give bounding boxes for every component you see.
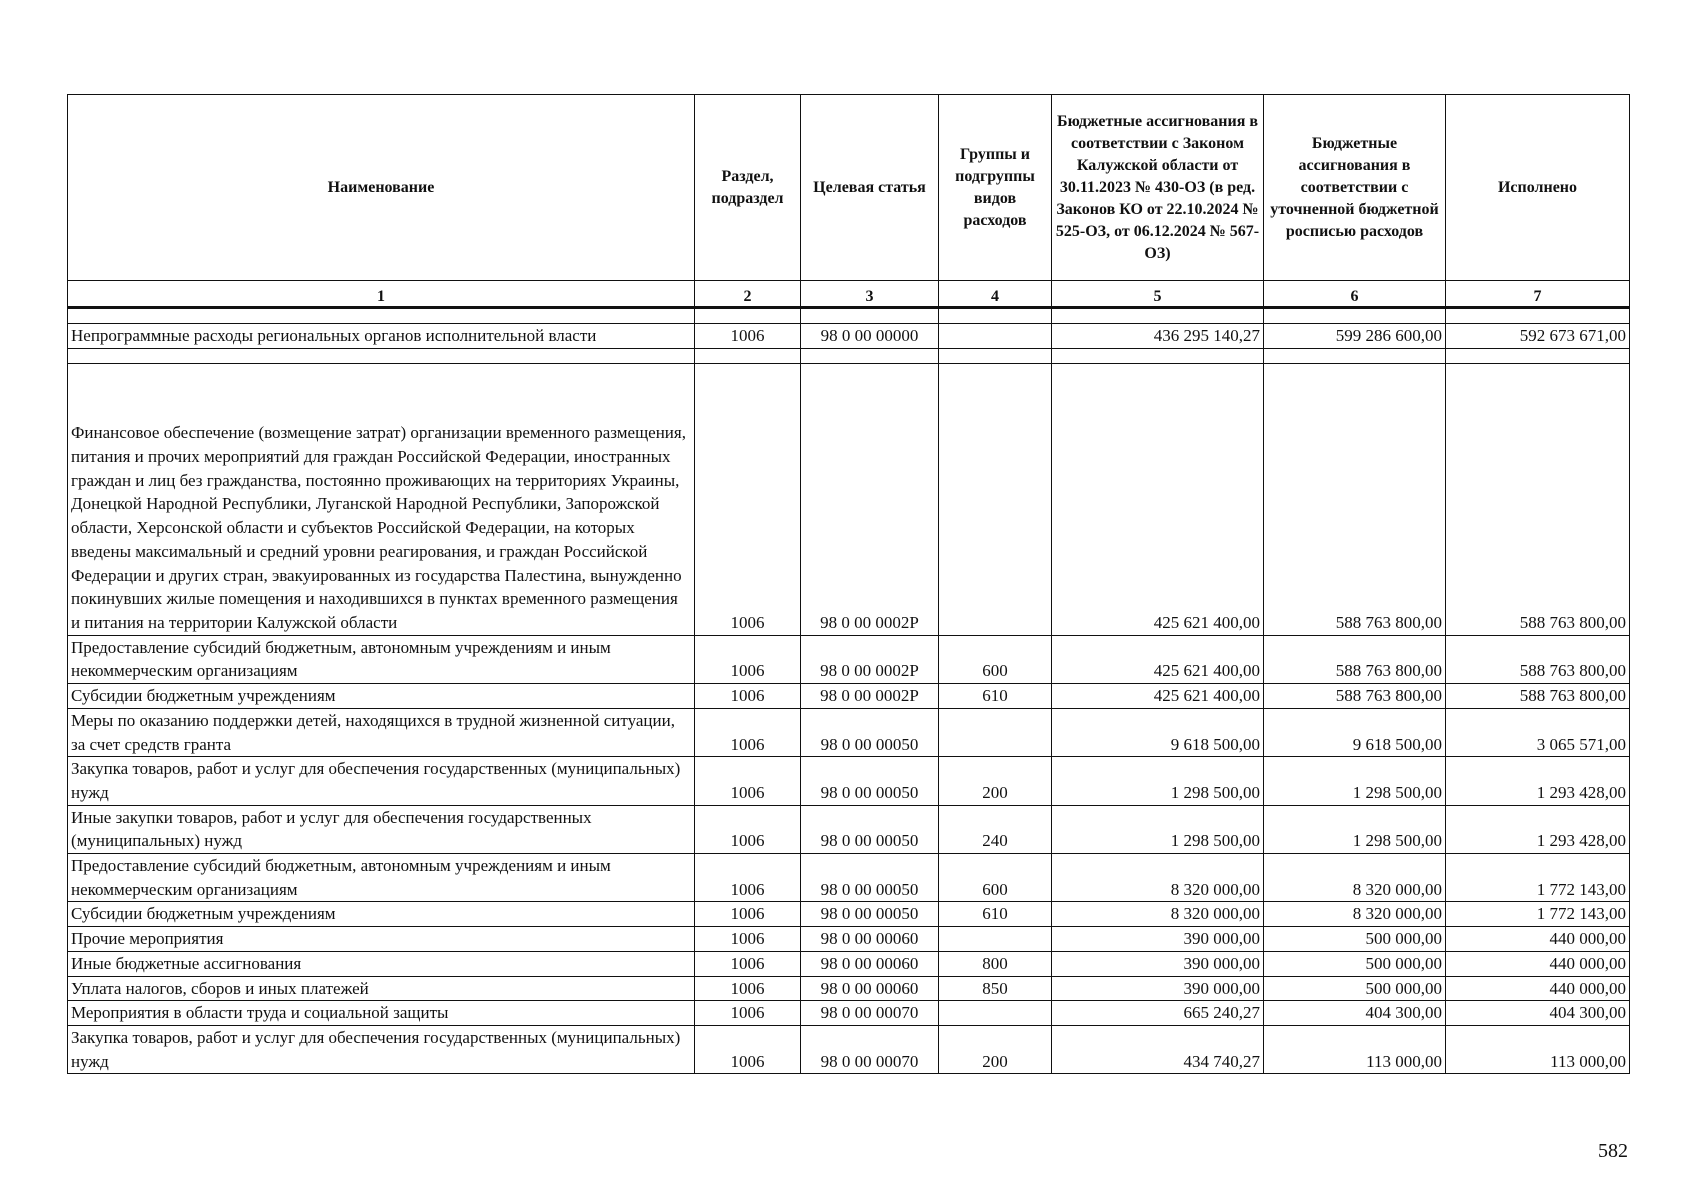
row-name-cell: Уплата налогов, сборов и иных платежей [68, 976, 695, 1001]
row-name-cell: Мероприятия в области труда и социальной защиты [68, 1001, 695, 1026]
row-name-cell: Иные бюджетные ассигнования [68, 951, 695, 976]
row-executed-amount-cell: 440 000,00 [1446, 976, 1630, 1001]
row-name-cell: Меры по оказанию поддержки детей, находящихся в трудной жизненной ситуации, за счет средств гранта [68, 708, 695, 756]
table-row [68, 927, 1630, 952]
row-law-amount-cell: 1 298 500,00 [1052, 805, 1264, 853]
row-target-cell: 98 0 00 0002Р [801, 684, 939, 709]
column-number-row [68, 281, 1630, 308]
row-group-cell: 200 [939, 1025, 1052, 1073]
column-number: 7 [1446, 281, 1630, 308]
row-law-amount-cell: 436 295 140,27 [1052, 324, 1264, 349]
row-law-amount-cell: 390 000,00 [1052, 927, 1264, 952]
row-group-cell [939, 324, 1052, 349]
row-section-cell: 1006 [695, 708, 801, 756]
row-section-cell: 1006 [695, 927, 801, 952]
row-name-cell: Субсидии бюджетным учреждениям [68, 902, 695, 927]
header-groups: Группы и подгруппы видов расходов [939, 95, 1052, 281]
row-law-amount-cell: 425 621 400,00 [1052, 684, 1264, 709]
row-group-cell: 610 [939, 684, 1052, 709]
row-name-cell: Предоставление субсидий бюджетным, автономным учреждениям и иным некоммерческим организациям [68, 854, 695, 902]
row-refined-amount-cell: 8 320 000,00 [1264, 902, 1446, 927]
row-refined-amount-cell: 8 320 000,00 [1264, 854, 1446, 902]
row-target-cell: 98 0 00 00070 [801, 1001, 939, 1026]
row-name-cell: Субсидии бюджетным учреждениям [68, 684, 695, 709]
row-refined-amount-cell: 500 000,00 [1264, 951, 1446, 976]
column-number: 5 [1052, 281, 1264, 308]
table-row [68, 1001, 1630, 1026]
row-refined-amount-cell: 500 000,00 [1264, 927, 1446, 952]
row-law-amount-cell: 9 618 500,00 [1052, 708, 1264, 756]
row-law-amount-cell: 8 320 000,00 [1052, 902, 1264, 927]
row-law-amount-cell: 1 298 500,00 [1052, 757, 1264, 805]
row-name-cell: Предоставление субсидий бюджетным, автономным учреждениям и иным некоммерческим организациям [68, 635, 695, 683]
header-law: Бюджетные ассигнования в соответствии с Законом Калужской области от 30.11.2023 № 430-ОЗ (в ред. Законов КО от 22.10.2024 № 525-ОЗ, от 06.12.2024 № 567-ОЗ) [1052, 95, 1264, 281]
row-executed-amount-cell: 440 000,00 [1446, 927, 1630, 952]
row-law-amount-cell: 390 000,00 [1052, 976, 1264, 1001]
row-refined-amount-cell: 588 763 800,00 [1264, 684, 1446, 709]
row-executed-amount-cell: 592 673 671,00 [1446, 324, 1630, 349]
row-executed-amount-cell: 440 000,00 [1446, 951, 1630, 976]
row-target-cell: 98 0 00 00050 [801, 805, 939, 853]
column-number: 6 [1264, 281, 1446, 308]
row-target-cell: 98 0 00 00050 [801, 757, 939, 805]
table-row [68, 854, 1630, 902]
row-executed-amount-cell: 113 000,00 [1446, 1025, 1630, 1073]
row-group-cell: 610 [939, 902, 1052, 927]
row-target-cell: 98 0 00 00060 [801, 927, 939, 952]
row-section-cell: 1006 [695, 951, 801, 976]
row-group-cell: 600 [939, 635, 1052, 683]
row-group-cell [939, 1001, 1052, 1026]
table-row [68, 324, 1630, 349]
row-target-cell: 98 0 00 00050 [801, 902, 939, 927]
row-section-cell: 1006 [695, 1001, 801, 1026]
row-group-cell: 200 [939, 757, 1052, 805]
row-section-cell: 1006 [695, 684, 801, 709]
row-executed-amount-cell: 588 763 800,00 [1446, 684, 1630, 709]
spacer-row [68, 308, 1630, 324]
row-refined-amount-cell: 9 618 500,00 [1264, 708, 1446, 756]
row-executed-amount-cell: 1 293 428,00 [1446, 805, 1630, 853]
table-row [68, 902, 1630, 927]
row-refined-amount-cell: 1 298 500,00 [1264, 805, 1446, 853]
header-name: Наименование [68, 95, 695, 281]
row-target-cell: 98 0 00 00060 [801, 951, 939, 976]
row-section-cell: 1006 [695, 757, 801, 805]
table-row [68, 951, 1630, 976]
table-row [68, 708, 1630, 756]
row-target-cell: 98 0 00 00050 [801, 854, 939, 902]
row-law-amount-cell: 8 320 000,00 [1052, 854, 1264, 902]
row-target-cell: 98 0 00 0002Р [801, 635, 939, 683]
spacer-row [68, 348, 1630, 363]
row-target-cell: 98 0 00 0002Р [801, 363, 939, 635]
row-law-amount-cell: 390 000,00 [1052, 951, 1264, 976]
row-name-cell: Финансовое обеспечение (возмещение затрат) организации временного размещения, питания и прочих мероприятий для граждан Российской Федерации, иностранных граждан и лиц без гражданства, постоянно проживающих на территориях Украины, Донецкой Народной Республики, Луганской Народной Республики, Запорожской области, Херсонской области и субъектов Российской Федерации, на которых введены максимальный и средний уровни реагирования, и граждан Российской Федерации и других стран, эвакуированных из государства Палестина, вынужденно покинувших жилые помещения и находившихся в пунктах временного размещения и питания на территории Калужской области [68, 363, 695, 635]
row-refined-amount-cell: 404 300,00 [1264, 1001, 1446, 1026]
row-executed-amount-cell: 1 772 143,00 [1446, 854, 1630, 902]
page-number: 582 [1598, 1140, 1628, 1162]
row-group-cell: 600 [939, 854, 1052, 902]
budget-table [67, 94, 1630, 1074]
row-target-cell: 98 0 00 00000 [801, 324, 939, 349]
column-number: 1 [68, 281, 695, 308]
row-group-cell [939, 708, 1052, 756]
table-row [68, 805, 1630, 853]
row-refined-amount-cell: 113 000,00 [1264, 1025, 1446, 1073]
column-number: 3 [801, 281, 939, 308]
table-row [68, 363, 1630, 635]
row-executed-amount-cell: 404 300,00 [1446, 1001, 1630, 1026]
row-refined-amount-cell: 1 298 500,00 [1264, 757, 1446, 805]
row-section-cell: 1006 [695, 1025, 801, 1073]
header-target: Целевая статья [801, 95, 939, 281]
row-executed-amount-cell: 1 772 143,00 [1446, 902, 1630, 927]
header-executed: Исполнено [1446, 95, 1630, 281]
row-target-cell: 98 0 00 00060 [801, 976, 939, 1001]
column-number: 4 [939, 281, 1052, 308]
row-executed-amount-cell: 588 763 800,00 [1446, 363, 1630, 635]
row-section-cell: 1006 [695, 324, 801, 349]
row-section-cell: 1006 [695, 976, 801, 1001]
row-law-amount-cell: 425 621 400,00 [1052, 635, 1264, 683]
table-row [68, 757, 1630, 805]
row-target-cell: 98 0 00 00070 [801, 1025, 939, 1073]
row-group-cell [939, 927, 1052, 952]
row-law-amount-cell: 425 621 400,00 [1052, 363, 1264, 635]
row-target-cell: 98 0 00 00050 [801, 708, 939, 756]
row-executed-amount-cell: 3 065 571,00 [1446, 708, 1630, 756]
row-name-cell: Закупка товаров, работ и услуг для обеспечения государственных (муниципальных) нужд [68, 1025, 695, 1073]
table-body [68, 308, 1630, 1074]
header-refined: Бюджетные ассигнования в соответствии с уточненной бюджетной росписью расходов [1264, 95, 1446, 281]
row-executed-amount-cell: 588 763 800,00 [1446, 635, 1630, 683]
column-number: 2 [695, 281, 801, 308]
row-law-amount-cell: 434 740,27 [1052, 1025, 1264, 1073]
row-refined-amount-cell: 599 286 600,00 [1264, 324, 1446, 349]
row-section-cell: 1006 [695, 854, 801, 902]
header-row [68, 95, 1630, 281]
row-section-cell: 1006 [695, 363, 801, 635]
row-refined-amount-cell: 588 763 800,00 [1264, 635, 1446, 683]
row-group-cell: 800 [939, 951, 1052, 976]
table-row [68, 976, 1630, 1001]
row-name-cell: Непрограммные расходы региональных органов исполнительной власти [68, 324, 695, 349]
table-row [68, 684, 1630, 709]
row-refined-amount-cell: 588 763 800,00 [1264, 363, 1446, 635]
row-name-cell: Закупка товаров, работ и услуг для обеспечения государственных (муниципальных) нужд [68, 757, 695, 805]
row-group-cell [939, 363, 1052, 635]
row-group-cell: 850 [939, 976, 1052, 1001]
row-refined-amount-cell: 500 000,00 [1264, 976, 1446, 1001]
row-name-cell: Иные закупки товаров, работ и услуг для обеспечения государственных (муниципальных) нужд [68, 805, 695, 853]
row-law-amount-cell: 665 240,27 [1052, 1001, 1264, 1026]
header-section: Раздел, подраздел [695, 95, 801, 281]
row-section-cell: 1006 [695, 635, 801, 683]
row-section-cell: 1006 [695, 805, 801, 853]
row-section-cell: 1006 [695, 902, 801, 927]
table-row [68, 1025, 1630, 1073]
table-row [68, 635, 1630, 683]
row-name-cell: Прочие мероприятия [68, 927, 695, 952]
row-executed-amount-cell: 1 293 428,00 [1446, 757, 1630, 805]
row-group-cell: 240 [939, 805, 1052, 853]
